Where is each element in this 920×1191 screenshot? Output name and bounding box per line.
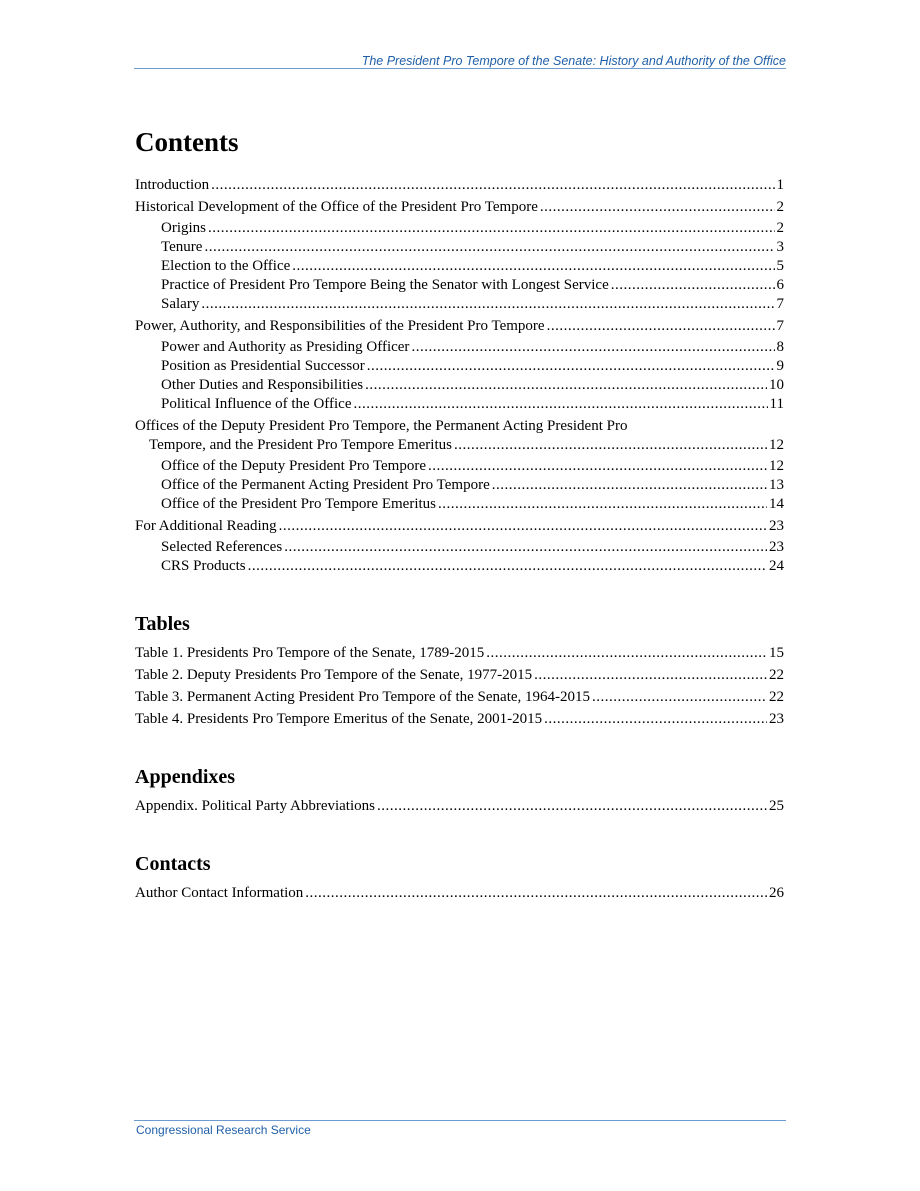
toc-entry-offices[interactable]: Tempore, and the President Pro Tempore Emeritus ..... 12 <box>135 436 784 455</box>
toc-entry-origins[interactable]: Origins ..... 2 <box>135 219 784 238</box>
appendixes-list <box>135 797 784 816</box>
toc-entry-office-permanent-acting[interactable]: Office of the Permanent Acting President Pro Tempore ..... 13 <box>135 476 784 495</box>
toc-entry-tenure[interactable]: Tenure ..... 3 <box>135 238 784 257</box>
toc-entry-table-2[interactable]: Table 2. Deputy Presidents Pro Tempore of the Senate, 1977-2015 ..... 22 <box>135 666 784 685</box>
toc-entry-salary[interactable]: Salary ..... 7 <box>135 295 784 314</box>
contacts-list <box>135 884 784 903</box>
toc-entry-crs-products[interactable]: CRS Products ..... 24 <box>135 557 784 576</box>
contents-heading: Contents <box>135 127 239 157</box>
toc-entry-table-4[interactable]: Table 4. Presidents Pro Tempore Emeritus of the Senate, 2001-2015 ..... 23 <box>135 710 784 729</box>
toc-entry-additional-reading[interactable]: For Additional Reading ..... 23 <box>135 517 784 536</box>
appendixes-heading: Appendixes <box>135 766 236 788</box>
toc-entry-practice-longest-service[interactable]: Practice of President Pro Tempore Being the Senator with Longest Service ..... 6 <box>135 276 784 295</box>
contents-list <box>135 176 784 576</box>
toc-entry-offices-line1[interactable]: Offices of the Deputy President Pro Tempore, the Permanent Acting President Pro <box>135 418 628 434</box>
footer-rule <box>134 1120 786 1121</box>
toc-entry-other-duties[interactable]: Other Duties and Responsibilities ..... 10 <box>135 376 784 395</box>
toc-entry-author-contact[interactable]: Author Contact Information ..... 26 <box>135 884 784 903</box>
toc-entry-presiding-officer[interactable]: Power and Authority as Presiding Officer ..... 8 <box>135 338 784 357</box>
tables-heading: Tables <box>135 613 190 635</box>
toc-entry-election[interactable]: Election to the Office ..... 5 <box>135 257 784 276</box>
toc-entry-office-deputy[interactable]: Office of the Deputy President Pro Tempore ..... 12 <box>135 457 784 476</box>
toc-entry-introduction[interactable]: Introduction ..... 1 <box>135 176 784 195</box>
toc-entry-presidential-successor[interactable]: Position as Presidential Successor ..... 9 <box>135 357 784 376</box>
contacts-heading: Contacts <box>135 853 211 875</box>
toc-entry-power-authority[interactable]: Power, Authority, and Responsibilities of the President Pro Tempore ..... 7 <box>135 317 784 336</box>
toc-entry-appendix[interactable]: Appendix. Political Party Abbreviations ..... 25 <box>135 797 784 816</box>
running-header: The President Pro Tempore of the Senate: History and Authority of the Office <box>361 54 786 68</box>
toc-entry-political-influence[interactable]: Political Influence of the Office ..... 11 <box>135 395 784 414</box>
toc-entry-selected-references[interactable]: Selected References ..... 23 <box>135 538 784 557</box>
toc-entry-historical-development[interactable]: Historical Development of the Office of the President Pro Tempore ..... 2 <box>135 198 784 217</box>
toc-entry-table-3[interactable]: Table 3. Permanent Acting President Pro Tempore of the Senate, 1964-2015 ..... 22 <box>135 688 784 707</box>
toc-entry-office-emeritus[interactable]: Office of the President Pro Tempore Emeritus ..... 14 <box>135 495 784 514</box>
toc-page <box>135 124 784 903</box>
header-rule <box>134 68 786 69</box>
running-footer: Congressional Research Service <box>136 1123 311 1137</box>
tables-list <box>135 644 784 729</box>
toc-entry-table-1[interactable]: Table 1. Presidents Pro Tempore of the Senate, 1789-2015 ..... 15 <box>135 644 784 663</box>
